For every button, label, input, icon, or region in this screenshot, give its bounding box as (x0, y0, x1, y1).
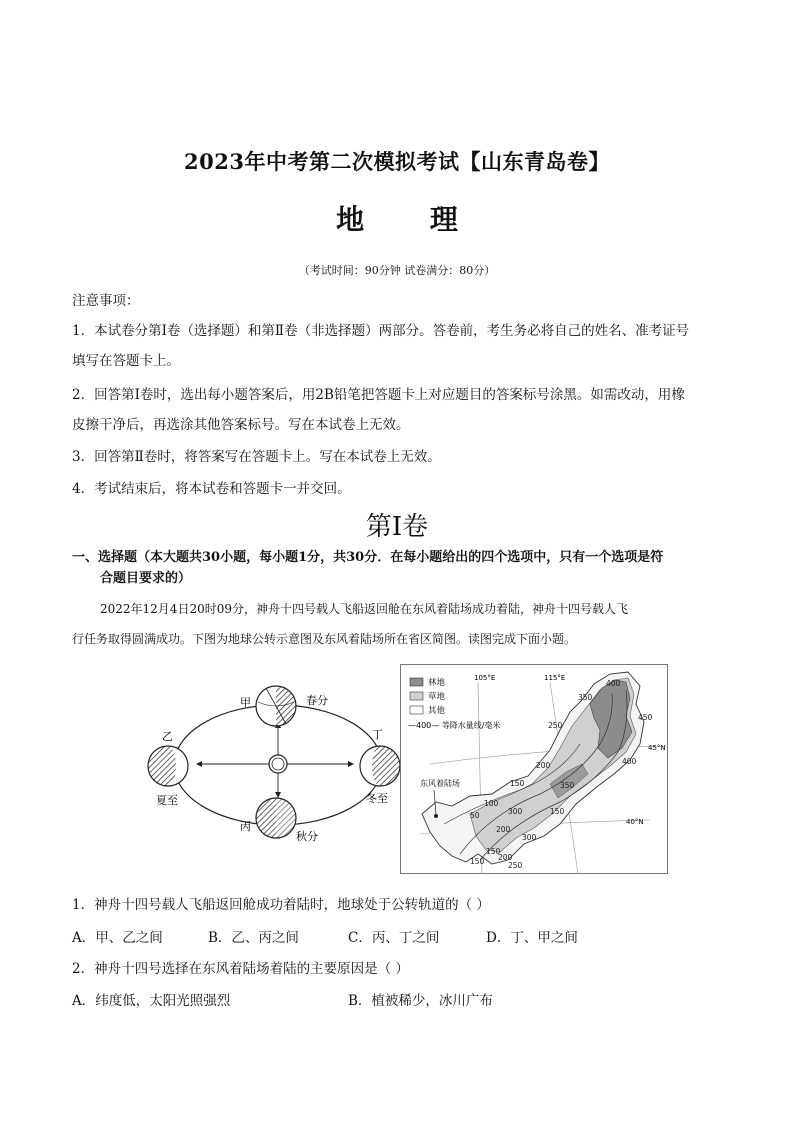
sun-icon (269, 755, 287, 773)
label-xiazhi: 夏至 (156, 794, 178, 807)
section-line: 一、选择题（本大题共30小题，每小题1分，共30分．在每小题给出的四个选项中，只有一个选项是符 (72, 550, 664, 565)
contour-label: 300 (522, 833, 537, 842)
contour-label: 350 (578, 693, 593, 702)
question-2-option-a[interactable]: A．纬度低，太阳光照强烈 (72, 993, 231, 1009)
earth-bing-icon (256, 798, 296, 838)
contour-label: 400 (606, 679, 621, 688)
contour-label: 250 (508, 861, 523, 870)
contour-label: 50 (470, 811, 480, 820)
notice-line: 2．回答第Ⅰ卷时，选出每小题答案后，用2B铅笔把答题卡上对应题目的答案标号涂黑。如需改动，用橡 (72, 387, 685, 403)
legend-isohyet: —400— 等降水量线/毫米 (408, 721, 501, 730)
contour-label: 200 (496, 825, 511, 834)
contour-label: 150 (470, 857, 485, 866)
contour-label: 150 (486, 847, 501, 856)
lon-label: 115°E (544, 674, 566, 682)
label-bing: 丙 (240, 820, 251, 833)
contour-label: 200 (536, 761, 551, 770)
question-1-option-c[interactable]: C．丙、丁之间 (348, 930, 440, 946)
volume-title: 第Ⅰ卷 (365, 512, 429, 542)
question-intro (72, 594, 732, 654)
notice-line: 皮擦干净后，再选涂其他答案标号。写在本试卷上无效。 (72, 417, 410, 433)
notice-line: 4．考试结束后，将本试卷和答题卡一并交回。 (72, 481, 351, 497)
question-1-option-a[interactable]: A．甲、乙之间 (72, 930, 163, 946)
contour-label: 300 (508, 807, 523, 816)
question-1-option-b[interactable]: B．乙、丙之间 (208, 930, 299, 946)
question-1-option-d[interactable]: D．丁、甲之间 (486, 930, 578, 946)
subject-title: 地 理 (336, 203, 486, 236)
site-label: 东风着陆场 (420, 779, 460, 788)
question-2-option-b[interactable]: B．植被稀少，冰川广布 (348, 993, 493, 1009)
earth-ding-icon (360, 746, 400, 786)
exam-title: 2023年中考第二次模拟考试【山东青岛卷】 (184, 149, 610, 174)
section-heading (72, 547, 732, 589)
legend-grass: 草地 (428, 692, 446, 702)
contour-label: 450 (638, 713, 653, 722)
label-dongzhi: 冬至 (366, 792, 388, 805)
earth-jia-icon (256, 686, 296, 726)
question-2-stem: 2．神舟十四号选择在东风着陆场着陆的主要原因是（ ） (72, 961, 409, 977)
question-1-stem: 1．神舟十四号载人飞船返回舱成功着陆时，地球处于公转轨道的（ ） (72, 897, 490, 913)
exam-info: （考试时间：90分钟 试卷满分：80分） (298, 264, 496, 277)
intro-line: 行任务取得圆满成功。下图为地球公转示意图及东风着陆场所在省区简图。读图完成下面小题。 (72, 632, 577, 646)
intro-line: 2022年12月4日20时09分，神舟十四号载人飞船返回舱在东风着陆场成功着陆，神舟十四号载人飞 (100, 602, 628, 616)
contour-label: 250 (548, 721, 563, 730)
notice-heading: 注意事项： (72, 293, 140, 309)
lat-label: 45°N (648, 744, 666, 752)
contour-label: 150 (550, 807, 565, 816)
label-jia: 甲 (240, 696, 251, 709)
contour-label: 350 (560, 781, 575, 790)
label-qiufen: 秋分 (296, 830, 318, 843)
notice-line: 3．回答第Ⅱ卷时，将答案写在答题卡上。写在本试卷上无效。 (72, 449, 441, 465)
section-line: 合题目要求的） (100, 571, 192, 586)
earth-yi-icon (148, 746, 188, 786)
notice-line: 填写在答题卡上。 (72, 353, 180, 369)
notice-line: 1．本试卷分第Ⅰ卷（选择题）和第Ⅱ卷（非选择题）两部分。答卷前，考生务必将自己的姓名、准考证号 (72, 323, 690, 339)
contour-label: 200 (498, 853, 513, 862)
contour-label: 100 (484, 799, 499, 808)
lat-label: 40°N (626, 818, 644, 826)
contour-label: 400 (622, 757, 637, 766)
label-ding: 丁 (372, 728, 383, 741)
contour-label: 150 (510, 779, 525, 788)
label-yi: 乙 (162, 730, 173, 743)
legend-forest: 林地 (428, 678, 446, 688)
lon-label: 105°E (474, 674, 496, 682)
label-chunfen: 春分 (306, 694, 328, 707)
legend-other: 其他 (428, 706, 446, 716)
orbit-diagram (140, 680, 400, 850)
province-map (400, 664, 668, 874)
